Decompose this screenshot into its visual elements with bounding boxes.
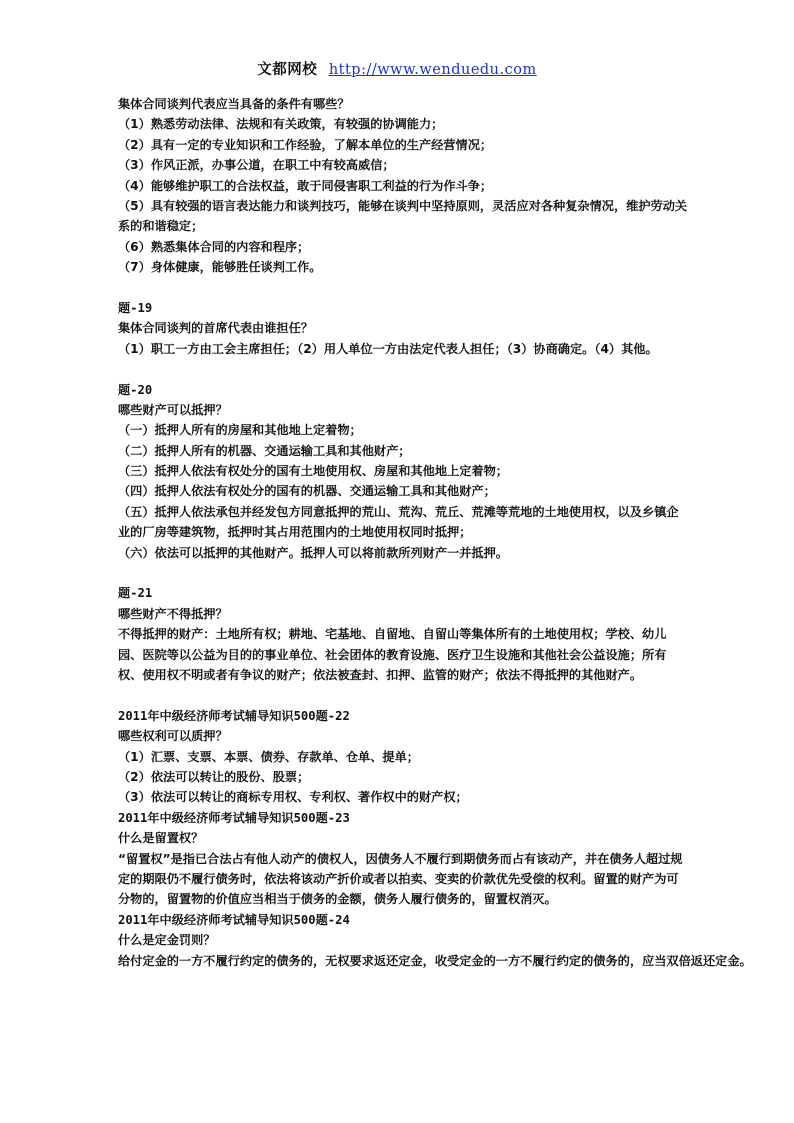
text-line: （4）能够维护职工的合法权益，敢于同侵害职工利益的行为作斗争； xyxy=(118,178,493,193)
question-number: 题-21 xyxy=(118,586,153,601)
question-number: 题-19 xyxy=(118,300,153,315)
text-line: （7）身体健康，能够胜任谈判工作。 xyxy=(118,260,322,275)
question-number: 2011年中级经济师考试辅导知识500题-22 xyxy=(118,708,350,723)
text-line: 哪些权利可以质押？ xyxy=(118,729,228,744)
text-line: 集体合同谈判的首席代表由谁担任？ xyxy=(118,321,313,336)
spacer xyxy=(118,278,688,298)
text-line: （5）具有较强的语言表达能力和谈判技巧，能够在谈判中坚持原则，灵活应对各种复杂情况，维护劳动关系的和谐稳定； xyxy=(118,198,688,234)
text-line: 不得抵押的财产：土地所有权；耕地、宅基地、自留地、自留山等集体所有的土地使用权；学校、幼儿园、医院等以公益为目的的事业单位、社会团体的教育设施、医疗卫生设施和其他社会公益设施；所有权、使用权不明或者有争议的财产；依法被查封、扣押、监管的财产；依法不得抵押的其他财产。 xyxy=(118,627,667,683)
text-line: 集体合同谈判代表应当具备的条件有哪些？ xyxy=(118,97,350,111)
document-body xyxy=(118,94,752,971)
spacer xyxy=(118,359,688,379)
text-line: （3）作风正派，办事公道，在职工中有较高威信； xyxy=(118,158,395,173)
text-line: 哪些财产可以抵押？ xyxy=(118,402,228,417)
text-line: （2）依法可以转让的股份、股票； xyxy=(118,770,310,784)
text-line: （六）依法可以抵押的其他财产。抵押人可以将前款所列财产一并抵押。 xyxy=(118,545,508,560)
text-line: （1）汇票、支票、本票、债券、存款单、仓单、提单； xyxy=(118,749,419,764)
text-line: （2）具有一定的专业知识和工作经验，了解本单位的生产经营情况； xyxy=(118,137,493,152)
text-line: （五）抵押人依法承包并经发包方同意抵押的荒山、荒沟、荒丘、荒滩等荒地的土地使用权，以及乡镇企业的厂房等建筑物，抵押时其占用范围内的土地使用权同时抵押； xyxy=(118,504,679,540)
text-line: （三）抵押人依法有权处分的国有土地使用权、房屋和其他地上定着物； xyxy=(118,464,508,479)
text-line: 什么是留置权？ xyxy=(118,831,204,846)
page-header xyxy=(0,58,794,79)
text-line: （1）熟悉劳动法律、法规和有关政策，有较强的协调能力； xyxy=(118,117,444,132)
spacer xyxy=(118,563,688,583)
text-line: “留置权”是指已合法占有他人动产的债权人，因债务人不履行到期债务而占有该动产，并在债务人超过规定的期限仍不履行债务时，依法将该动产折价或者以拍卖、变卖的价款优先受偿的权利。留置的财产为可分物的，留置物的价值应当相当于债务的金额，债务人履行债务的，留置权消灭。 xyxy=(118,851,683,907)
site-name: 文都网校 xyxy=(257,62,318,78)
text-line: （6）熟悉集体合同的内容和程序； xyxy=(118,239,310,254)
site-url-link[interactable]: http://www.wenduedu.com xyxy=(328,62,537,78)
question-number: 2011年中级经济师考试辅导知识500题-23 xyxy=(118,810,350,825)
text-line: （二）抵押人所有的机器、交通运输工具和其他财产； xyxy=(118,443,411,458)
text-line: （3）依法可以转让的商标专用权、专利权、著作权中的财产权； xyxy=(118,790,468,805)
text-line: （一）抵押人所有的房屋和其他地上定着物； xyxy=(118,423,362,438)
text-line: 给付定金的一方不履行约定的债务的，无权要求返还定金，收受定金的一方不履行约定的债务的，应当双倍返还定金。 xyxy=(118,953,752,968)
text-line: 什么是定金罚则？ xyxy=(118,933,216,948)
text-line: （四）抵押人依法有权处分的国有的机器、交通运输工具和其他财产； xyxy=(118,484,496,499)
spacer xyxy=(118,685,688,705)
question-number: 2011年中级经济师考试辅导知识500题-24 xyxy=(118,912,350,927)
text-line: （1）职工一方由工会主席担任；（2）用人单位一方由法定代表人担任；（3）协商确定。（4）其他。 xyxy=(118,341,658,356)
question-number: 题-20 xyxy=(118,382,153,397)
text-line: 哪些财产不得抵押？ xyxy=(118,606,228,621)
